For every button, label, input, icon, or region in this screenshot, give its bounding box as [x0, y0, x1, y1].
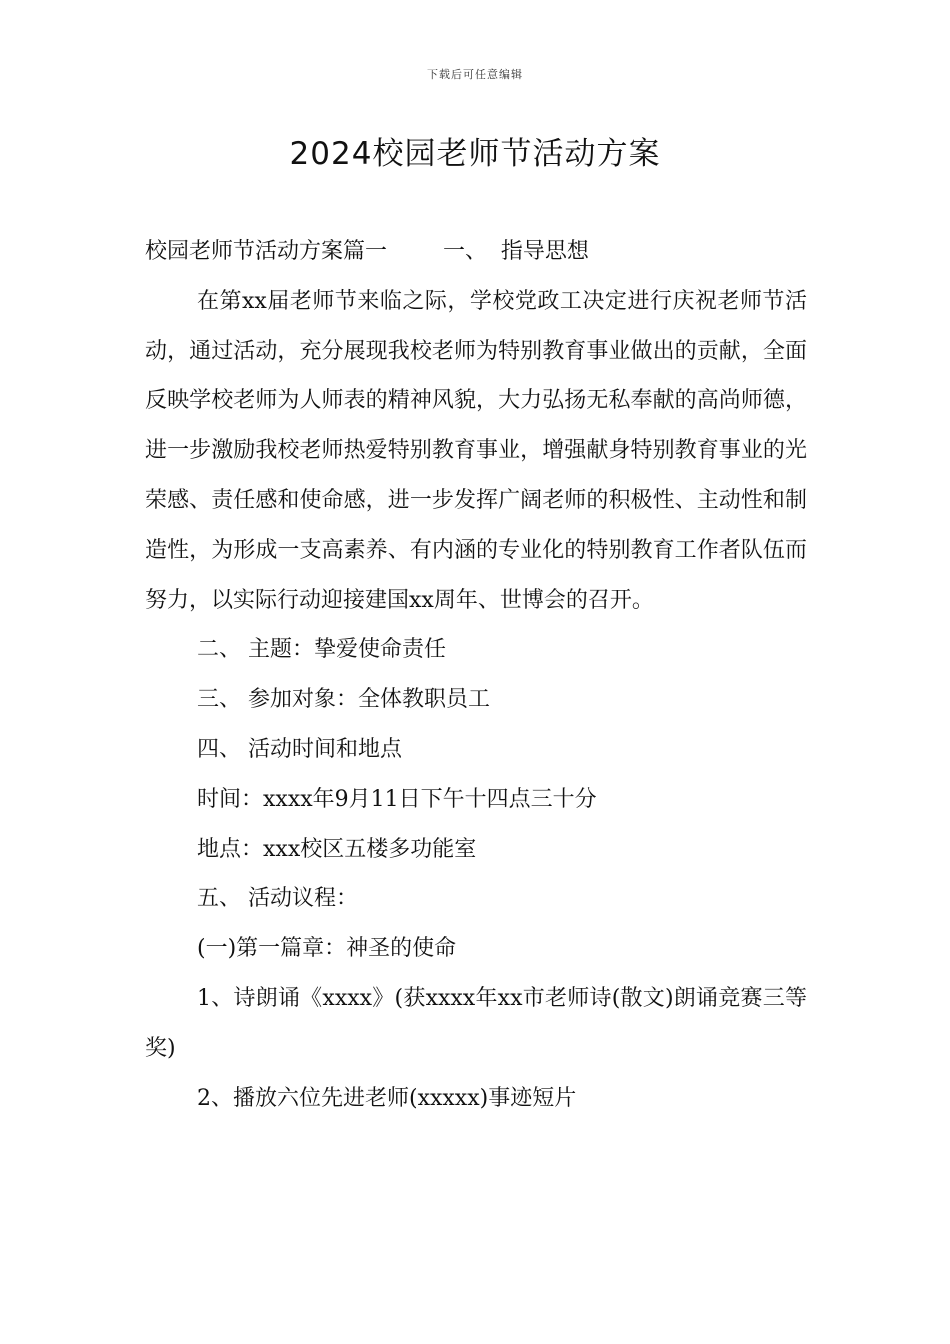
agenda-item-1: 1、诗朗诵《xxxx》(获xxxx年xx市老师诗(散文)朗诵竞赛三等奖)	[145, 985, 807, 1061]
chapter-one-heading: (一)第一篇章：神圣的使命	[197, 936, 457, 962]
agenda-item-2: 2、播放六位先进老师(xxxxx)事迹短片	[197, 1085, 577, 1111]
intro-heading: 校园老师节活动方案篇一 一、 指导思想	[145, 239, 589, 264]
section-theme: 二、 主题：挚爱使命责任	[197, 637, 446, 663]
document-title: 2024校园老师节活动方案	[289, 136, 661, 172]
event-place: 地点：xxx校区五楼多功能室	[197, 836, 477, 862]
header-note: 下载后可任意编辑	[427, 68, 523, 81]
section-agenda: 五、 活动议程：	[197, 886, 358, 912]
section-time-place: 四、 活动时间和地点	[197, 736, 402, 762]
guiding-thought-paragraph: 在第xx届老师节来临之际，学校党政工决定进行庆祝老师节活动，通过活动，充分展现我校老师为特别教育事业做出的贡献，全面反映学校老师为人师表的精神风貌，大力弘扬无私奉献的高尚师德，进一步激励我校老师热爱特别教育事业，增强献身特别教育事业的光荣感、责任感和使命感，进一步发挥广阔老师的积极性、主动性和制造性，为形成一支高素养、有内涵的专业化的特别教育工作者队伍而努力，以实际行动迎接建国xx周年、世博会的召开。	[145, 288, 807, 613]
document-body	[145, 227, 807, 1123]
section-participants: 三、 参加对象：全体教职员工	[197, 687, 490, 713]
event-time: 时间：xxxx年9月11日下午十四点三十分	[197, 786, 597, 812]
